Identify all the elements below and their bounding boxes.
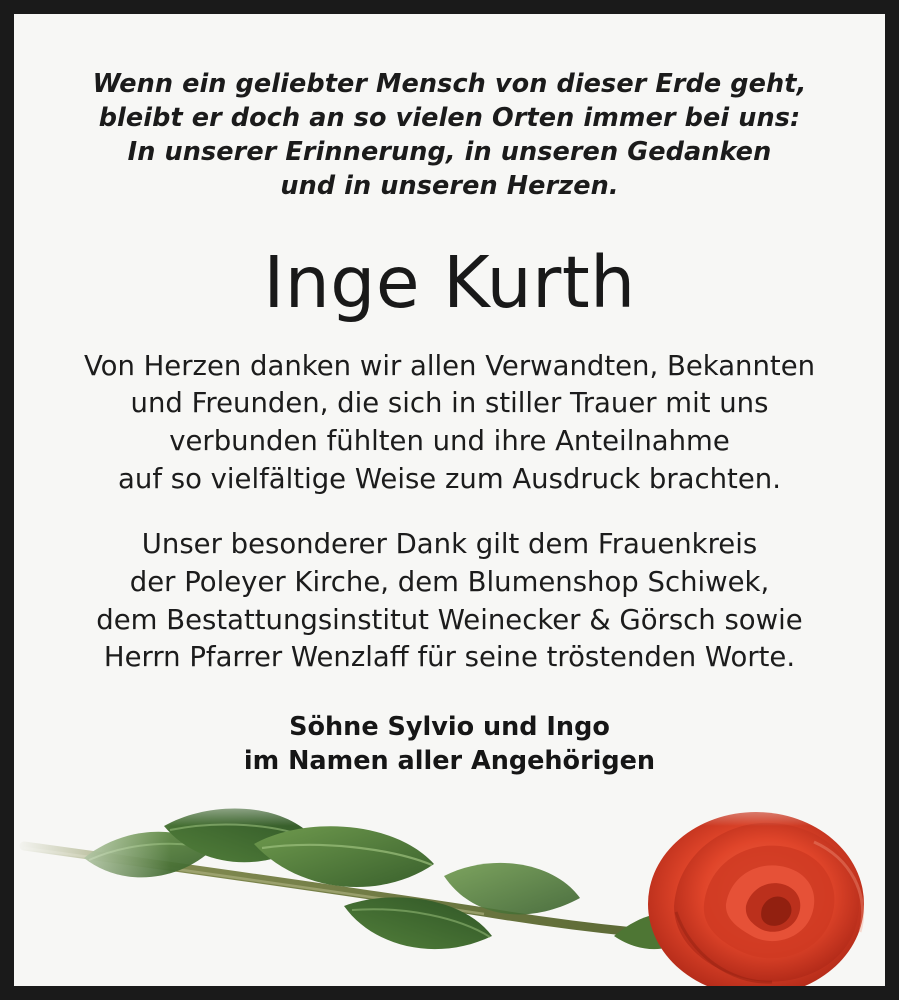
rose-icon [14,786,885,986]
paragraph-line: auf so vielfältige Weise zum Ausdruck brachten. [118,462,781,495]
paragraph-line: Von Herzen danken wir allen Verwandten, Bekannten [83,349,816,382]
paragraph-line: dem Bestattungsinstitut Weinecker & Görsch sowie [96,603,803,636]
verse-line: Wenn ein geliebter Mensch von dieser Erde geht, [92,69,807,99]
paragraph-line: Herrn Pfarrer Wenzlaff für seine tröstenden Worte. [103,641,796,674]
card-content [14,14,885,779]
paragraph-line: der Poleyer Kirche, dem Blumenshop Schiwek, [129,566,770,599]
paragraph-line: Unser besonderer Dank gilt dem Frauenkreis [141,528,758,561]
thanks-paragraph-1 [58,348,841,499]
verse-line: In unserer Erinnerung, in unseren Gedanken [127,136,772,167]
signature-block [58,711,841,779]
paragraph-line: und Freunden, die sich in stiller Trauer mit uns [130,387,769,420]
thanks-paragraph-2 [58,526,841,677]
card-inner [14,14,885,986]
signature-line: im Namen aller Angehörigen [243,746,656,776]
verse-line: bleibt er doch an so vielen Orten immer bei uns: [98,102,801,133]
deceased-name: Inge Kurth [263,240,636,324]
verse-line: und in unseren Herzen. [280,170,619,201]
image-fade-overlay [14,786,885,826]
paragraph-line: verbunden fühlten und ihre Anteilnahme [169,425,730,458]
signature-line: Söhne Sylvio und Ingo [289,712,610,743]
memorial-verse [58,68,841,204]
